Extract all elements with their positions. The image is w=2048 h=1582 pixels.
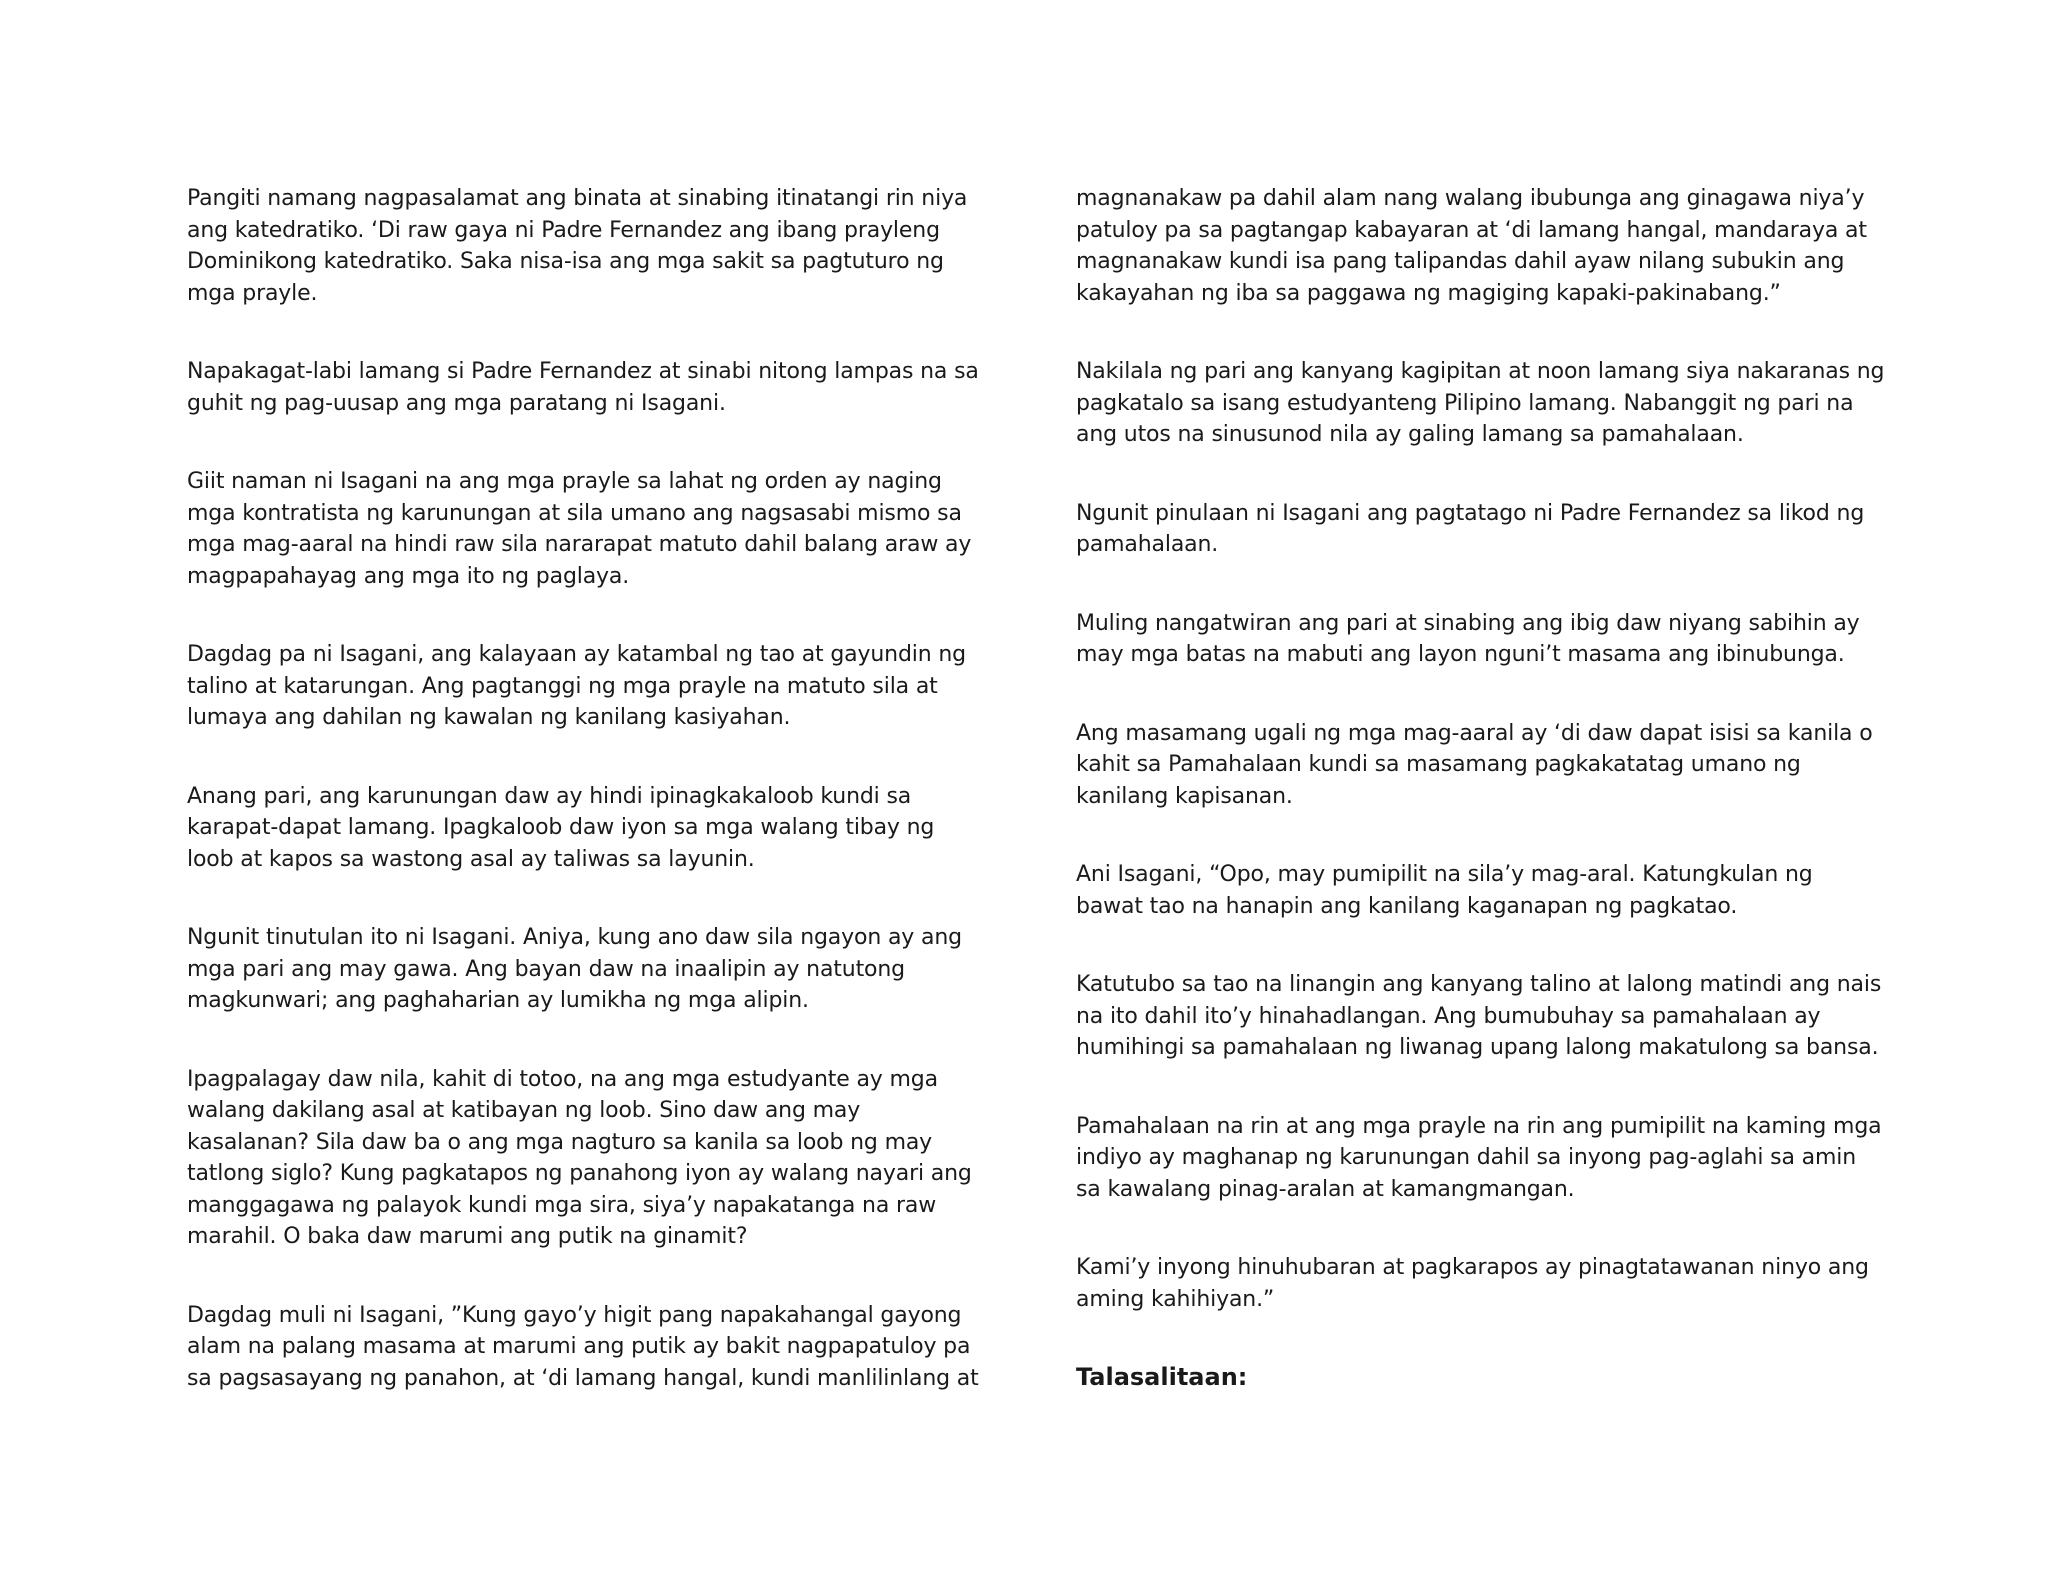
paragraph: magnanakaw pa dahil alam nang walang ibubunga ang ginagawa niya’y patuloy pa sa pagtangap kabayaran at ‘di lamang hangal, mandaraya at magnanakaw kundi isa pang talipandas dahil ayaw nilang subukin ang kakayahan ng iba sa paggawa ng magiging kapaki-pakinabang.” — [1076, 186, 1867, 306]
paragraph: Muling nangatwiran ang pari at sinabing ang ibig daw niyang sabihin ay may mga batas na mabuti ang layon nguni’t masama ang ibinubunga. — [1076, 610, 1860, 667]
paragraph: Ipagpalagay daw nila, kahit di totoo, na ang mga estudyante ay mga walang dakilang asal at katibayan ng loob. Sino daw ang may kasalanan? Sila daw ba o ang mga nagturo sa kanila sa loob ng may tatlong siglo? Kung pagkatapos ng panahong iyon ay walang nayari ang manggagawa ng palayok kundi mga sira, siya’y napakatanga na raw marahil. O baka daw marumi ang putik na ginamit? — [187, 1066, 972, 1249]
paragraph: Napakagat-labi lamang si Padre Fernandez at sinabi nitong lampas na sa guhit ng pag-uusap ang mga paratang ni Isagani. — [187, 359, 979, 416]
paragraph: Dagdag pa ni Isagani, ang kalayaan ay katambal ng tao at gayundin ng talino at katarungan. Ang pagtanggi ng mga prayle na matuto sila at lumaya ang dahilan ng kawalan ng kanilang kasiyahan. — [187, 642, 966, 730]
paragraph: Ang masamang ugali ng mga mag-aaral ay ‘di daw dapat isisi sa kanila o kahit sa Pamahalaan kundi sa masamang pagkakatatag umano ng kanilang kapisanan. — [1076, 720, 1873, 809]
paragraph: Pangiti namang nagpasalamat ang binata at sinabing itinatangi rin niya ang katedratiko. ‘Di raw gaya ni Padre Fernandez ang ibang prayleng Dominikong katedratiko. Saka nisa-isa ang mga sakit sa pagtuturo ng mga prayle. — [187, 186, 968, 306]
paragraph: Dagdag muli ni Isagani, ”Kung gayo’y higit pang napakahangal gayong alam na palang masama at marumi ang putik ay bakit nagpapatuloy pa sa pagsasayang ng panahon, at ‘di lamang hangal, kundi manlilinlang at — [187, 1302, 979, 1391]
paragraph: Nakilala ng pari ang kanyang kagipitan at noon lamang siya nakaranas ng pagkatalo sa isang estudyanteng Pilipino lamang. Nabanggit ng pari na ang utos na sinusunod nila ay galing lamang sa pamahalaan. — [1076, 359, 1885, 447]
left-column — [187, 183, 987, 1441]
paragraph: Ngunit tinutulan ito ni Isagani. Aniya, kung ano daw sila ngayon ay ang mga pari ang may gawa. Ang bayan daw na inaalipin ay natutong magkunwari; ang paghaharian ay lumikha ng mga alipin. — [187, 925, 962, 1013]
paragraph: Ani Isagani, “Opo, may pumipilit na sila’y mag-aral. Katungkulan ng bawat tao na hanapin ang kanilang kaganapan ng pagkatao. — [1076, 862, 1813, 919]
section-heading: Talasalitaan: — [1076, 1363, 1248, 1391]
paragraph: Katutubo sa tao na linangin ang kanyang talino at lalong matindi ang nais na ito dahil ito’y hinahadlangan. Ang bumubuhay sa pamahalaan ay humihingi sa pamahalaan ng liwanag upang lalong makatulong sa bansa. — [1076, 972, 1882, 1060]
paragraph: Ngunit pinulaan ni Isagani ang pagtatago ni Padre Fernandez sa likod ng pamahalaan. — [1076, 500, 1865, 557]
paragraph: Giit naman ni Isagani na ang mga prayle sa lahat ng orden ay naging mga kontratista ng karunungan at sila umano ang nagsasabi mismo sa mga mag-aaral na hindi raw sila nararapat matuto dahil balang araw ay magpapahayag ang mga ito ng paglaya. — [187, 469, 972, 589]
right-column — [1076, 183, 1886, 1394]
paragraph: Kami’y inyong hinuhubaran at pagkarapos ay pinagtatawanan ninyo ang aming kahihiyan.” — [1076, 1255, 1869, 1312]
paragraph: Pamahalaan na rin at ang mga prayle na rin ang pumipilit na kaming mga indiyo ay maghanap ng karunungan dahil sa inyong pag-aglahi sa amin sa kawalang pinag-aralan at kamangmangan. — [1076, 1113, 1882, 1202]
paragraph: Anang pari, ang karunungan daw ay hindi ipinagkakaloob kundi sa karapat-dapat lamang. Ipagkaloob daw iyon sa mga walang tibay ng loob at kapos sa wastong asal ay taliwas sa layunin. — [187, 783, 935, 872]
